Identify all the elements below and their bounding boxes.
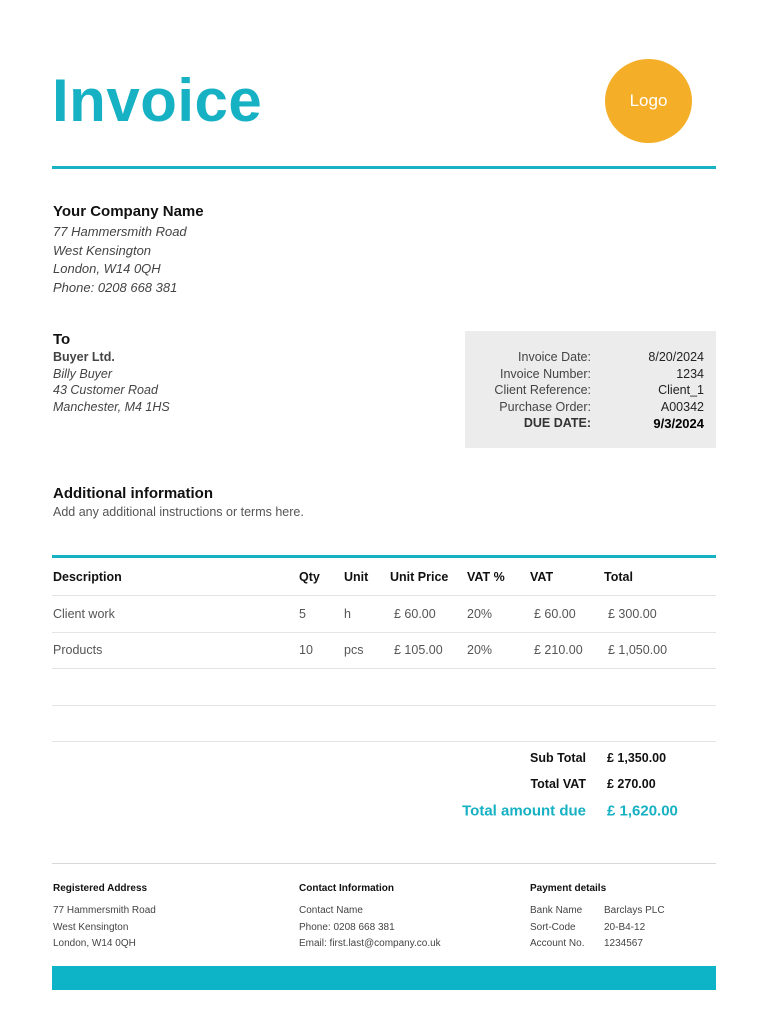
totals-block xyxy=(52,745,716,825)
company-address-line: 77 Hammersmith Road xyxy=(53,224,187,239)
buyer-contact: Billy Buyer xyxy=(53,366,113,381)
company-logo: Logo xyxy=(605,59,692,143)
footer-accent-bar xyxy=(52,966,716,990)
table-cell: h xyxy=(344,606,351,621)
footer-line: London, W14 0QH xyxy=(53,938,136,949)
meta-label: DUE DATE: xyxy=(523,416,591,431)
meta-value: 1234 xyxy=(676,366,704,381)
table-cell: Client work xyxy=(53,606,115,621)
amount-due-value: £ 1,620.00 xyxy=(607,802,678,820)
amount-due-label: Total amount due xyxy=(462,802,586,820)
footer-line: 77 Hammersmith Road xyxy=(53,905,156,916)
line-items-table xyxy=(52,558,716,742)
additional-info xyxy=(53,485,304,519)
table-row xyxy=(52,633,716,670)
column-header: Description xyxy=(53,569,122,584)
meta-value: 9/3/2024 xyxy=(653,415,704,431)
table-row-empty xyxy=(52,669,716,706)
column-header: Qty xyxy=(299,569,320,584)
company-address-line: London, W14 0QH xyxy=(53,261,161,276)
footer-line: West Kensington xyxy=(53,921,129,933)
amount-due-row xyxy=(52,797,716,825)
meta-row-due-date xyxy=(465,415,716,432)
header-divider xyxy=(52,166,716,169)
payment-row xyxy=(530,920,665,937)
footer-payment-details xyxy=(530,883,665,953)
total-vat-value: £ 270.00 xyxy=(607,777,656,791)
table-row-empty xyxy=(52,706,716,743)
additional-info-text: Add any additional instructions or terms here. xyxy=(53,505,304,519)
column-header: VAT xyxy=(530,569,554,584)
bill-to-block xyxy=(53,331,170,415)
company-name: Your Company Name xyxy=(53,203,204,220)
meta-value: Client_1 xyxy=(658,383,704,398)
footer-line: Phone: 0208 668 381 xyxy=(299,921,395,933)
payment-value: 20-B4-12 xyxy=(604,921,646,933)
meta-row-purchase-order xyxy=(465,399,716,416)
company-address-line: West Kensington xyxy=(53,242,152,258)
meta-label: Purchase Order: xyxy=(499,399,591,414)
table-header-row xyxy=(52,558,716,596)
payment-label: Sort-Code xyxy=(530,921,576,933)
table-cell: 20% xyxy=(467,606,493,621)
table-cell: £ 105.00 xyxy=(394,643,443,658)
company-block xyxy=(53,203,204,297)
footer-contact-info xyxy=(299,883,441,953)
meta-row-invoice-date xyxy=(465,349,716,366)
payment-label: Account No. xyxy=(530,938,585,949)
meta-label: Client Reference: xyxy=(494,383,591,398)
footer-heading: Registered Address xyxy=(53,883,148,894)
company-phone: Phone: 0208 668 381 xyxy=(53,279,178,295)
footer-divider xyxy=(52,863,716,864)
invoice-title: Invoice xyxy=(52,67,263,134)
payment-label: Bank Name xyxy=(530,905,583,916)
meta-value: A00342 xyxy=(660,399,704,414)
payment-value: 1234567 xyxy=(604,938,643,949)
footer-email: Email: first.last@company.co.uk xyxy=(299,938,441,949)
table-cell: 20% xyxy=(467,643,493,658)
buyer-name: Buyer Ltd. xyxy=(53,350,115,364)
meta-row-client-reference xyxy=(465,382,716,399)
column-header: Total xyxy=(604,569,633,584)
buyer-address-line: Manchester, M4 1HS xyxy=(53,399,170,414)
meta-label: Invoice Number: xyxy=(499,366,591,381)
meta-row-invoice-number xyxy=(465,366,716,383)
column-header: Unit Price xyxy=(390,569,449,584)
table-cell: 5 xyxy=(299,606,306,621)
payment-value: Barclays PLC xyxy=(604,905,665,916)
table-cell: £ 60.00 xyxy=(534,606,576,621)
bill-to-heading: To xyxy=(53,331,71,348)
total-vat-row xyxy=(52,771,716,797)
subtotal-value: £ 1,350.00 xyxy=(607,751,667,765)
additional-info-heading: Additional information xyxy=(53,485,213,502)
table-cell: £ 1,050.00 xyxy=(608,643,668,658)
footer-registered-address xyxy=(53,883,156,953)
table-cell: Products xyxy=(53,643,103,658)
total-vat-label: Total VAT xyxy=(530,777,586,791)
table-cell: £ 60.00 xyxy=(394,606,436,621)
footer-heading: Payment details xyxy=(530,883,607,894)
table-row xyxy=(52,596,716,633)
invoice-meta-box xyxy=(465,331,716,448)
footer-heading: Contact Information xyxy=(299,883,394,894)
table-cell: £ 300.00 xyxy=(608,606,657,621)
table-cell: 10 xyxy=(299,643,313,658)
meta-label: Invoice Date: xyxy=(518,350,591,365)
payment-row xyxy=(530,903,665,920)
subtotal-row xyxy=(52,745,716,771)
column-header: VAT % xyxy=(467,569,505,584)
column-header: Unit xyxy=(344,569,369,584)
buyer-address-line: 43 Customer Road xyxy=(53,383,158,397)
meta-value: 8/20/2024 xyxy=(648,350,704,365)
subtotal-label: Sub Total xyxy=(529,751,586,765)
table-cell: pcs xyxy=(344,643,364,658)
table-cell: £ 210.00 xyxy=(534,643,583,658)
footer-line: Contact Name xyxy=(299,905,363,916)
payment-row xyxy=(530,936,665,953)
